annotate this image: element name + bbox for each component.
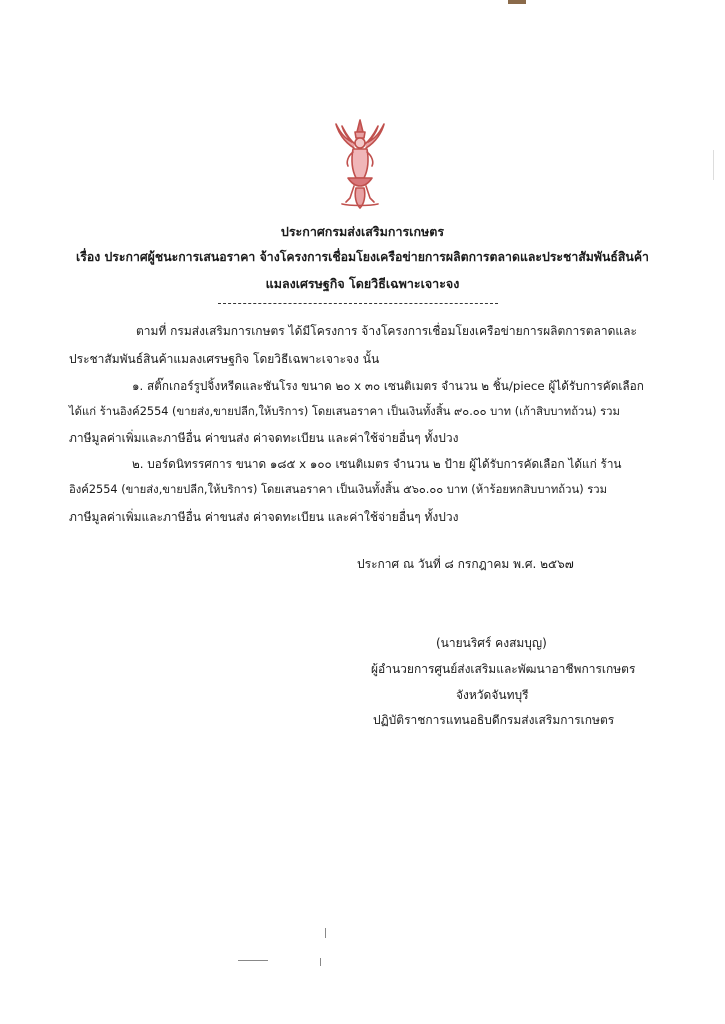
intro-line: ประชาสัมพันธ์สินค้าแมลงเศรษฐกิจ โดยวิธีเฉพาะเจาะจง นั้น (69, 352, 380, 366)
item1-line: ๑. สติ๊กเกอร์รูปจิ้งหรีดและชันโรง ขนาด ๒๐ x ๓๐ เซนติเมตร จำนวน ๒ ชิ้น/piece ผู้ได้รับการคัดเลือก (132, 379, 644, 393)
item2-line: ภาษีมูลค่าเพิ่มและภาษีอื่น ค่าขนส่ง ค่าจดทะเบียน และค่าใช้จ่ายอื่นๆ ทั้งปวง (69, 510, 459, 524)
item2-line: อิงค์2554 (ขายส่ง,ขายปลีก,ให้บริการ) โดยเสนอราคา เป็นเงินทั้งสิ้น ๕๖๐.๐๐ บาท (ห้าร้อยหกสิบบาทถ้วน) รวม (69, 483, 608, 496)
announcement-subject-line1: เรื่อง ประกาศผู้ชนะการเสนอราคา จ้างโครงการเชื่อมโยงเครือข่ายการผลิตการตลาดและประชาสัมพันธ์สินค้า (76, 250, 649, 264)
announcement-agency: ประกาศกรมส่งเสริมการเกษตร (280, 224, 445, 239)
item1-line: ภาษีมูลค่าเพิ่มและภาษีอื่น ค่าขนส่ง ค่าจดทะเบียน และค่าใช้จ่ายอื่นๆ ทั้งปวง (69, 431, 459, 445)
garuda-emblem-icon (334, 118, 386, 210)
item1-line: ได้แก่ ร้านอิงค์2554 (ขายส่ง,ขายปลีก,ให้บริการ) โดยเสนอราคา เป็นเงินทั้งสิ้น ๙๐.๐๐ บาท (เก้าสิบบาทถ้วน) รวม (69, 405, 620, 418)
scan-mark (238, 960, 268, 961)
scan-mark (325, 928, 326, 938)
signatory-province: จังหวัดจันทบุรี (456, 688, 529, 702)
separator-line (218, 303, 498, 304)
scan-mark (508, 0, 526, 4)
scan-mark (713, 150, 714, 180)
signatory-position: ผู้อำนวยการศูนย์ส่งเสริมและพัฒนาอาชีพการเกษตร (371, 662, 636, 676)
announcement-date: ประกาศ ณ วันที่ ๘ กรกฎาคม พ.ศ. ๒๕๖๗ (357, 557, 574, 571)
intro-line: ตามที่ กรมส่งเสริมการเกษตร ได้มีโครงการ จ้างโครงการเชื่อมโยงเครือข่ายการผลิตการตลาดและ (136, 324, 637, 338)
announcement-subject-line2: แมลงเศรษฐกิจ โดยวิธีเฉพาะเจาะจง (265, 276, 460, 291)
item2-line: ๒. บอร์ดนิทรรศการ ขนาด ๑๘๕ x ๑๐๐ เซนติเมตร จำนวน ๒ ป้าย ผู้ได้รับการคัดเลือก ได้แก่ ร้าน (132, 457, 622, 471)
signatory-name: (นายนริศร์ คงสมบุญ) (436, 636, 547, 650)
signatory-acting-for: ปฏิบัติราชการแทนอธิบดีกรมส่งเสริมการเกษตร (373, 713, 615, 727)
scan-mark (320, 958, 321, 966)
